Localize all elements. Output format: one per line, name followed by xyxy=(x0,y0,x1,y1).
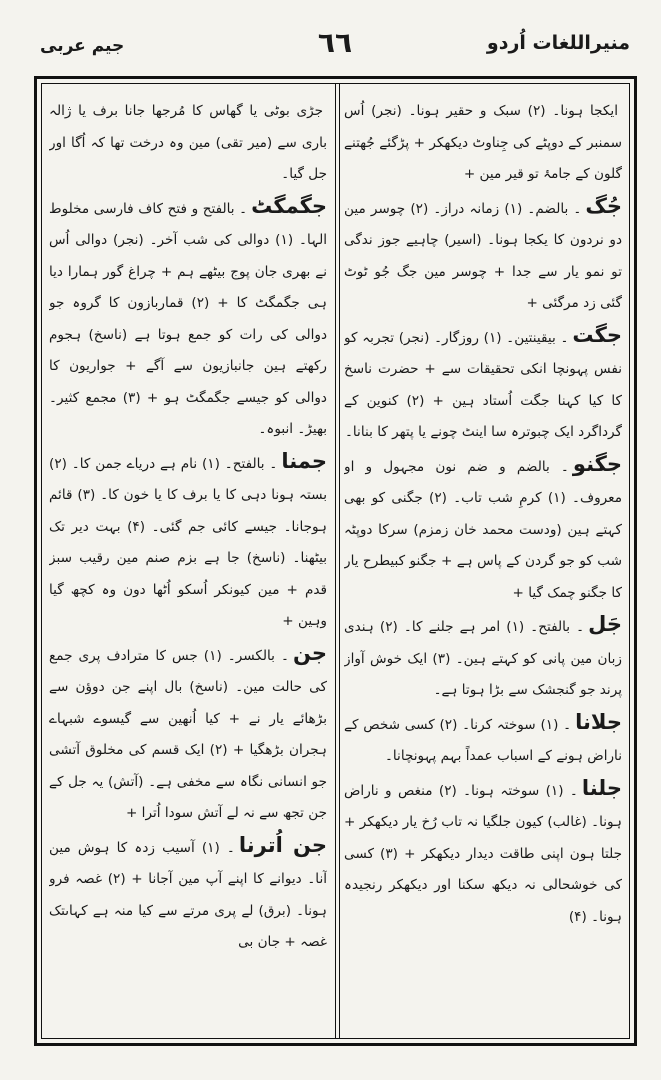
entry-text: ۔ (۱) سوختہ ہونا۔ (۲) منغص و ناراض ہونا۔ (غالب) کیون جلگیا نہ تاب رُخ یار دیکھکر + جلتا ہون اپنی طاقت دیدار دیکھکر + (۳) کسی کی خوشحالی نہ دیکھ سکنا اور دیکھکر رنجیدہ ہونا۔ (۴) xyxy=(344,782,622,925)
dictionary-entry xyxy=(344,707,622,773)
headword: جلنا xyxy=(581,775,622,800)
dictionary-entry xyxy=(49,830,327,959)
left-column xyxy=(49,93,327,1033)
headword xyxy=(618,96,622,120)
headword: جَل xyxy=(588,612,622,636)
entry-text: ۔ (۱) سوختہ کرنا۔ (۲) کسی شخص کے ناراض ہونے کے اسباب عمداً بہم پہونچانا۔ xyxy=(344,716,622,764)
page-number: ٦٦ xyxy=(317,26,353,59)
dictionary-entry xyxy=(49,191,327,446)
entry-text: ایکجا ہونا۔ (۲) سبک و حقیر ہونا۔ (نجر) اُس سمنبر کے دوپٹے کی جِناوٹ دیکھکر + پڑگئے جُھتنے گلون کے جامۂ تو قیر مین + xyxy=(344,103,622,182)
right-column xyxy=(344,93,622,1033)
dictionary-entry xyxy=(49,93,327,191)
dictionary-entry xyxy=(344,449,622,610)
column-divider xyxy=(335,83,340,1039)
dictionary-entry xyxy=(344,320,622,449)
dictionary-entry xyxy=(344,191,622,320)
headword xyxy=(323,96,327,120)
entry-text: ۔ بالفتح۔ (۱) نام ہے دریاے جمن کا۔ (۲) بستہ ہونا دہی کا یا برف کا یا خون کا۔ (۳) قائم ہوجانا۔ جیسے کائی جم گئی۔ (۴) بہت دیر تک بیٹھنا۔ (ناسخ) جا ہے بزم صنم مین رقیب سبز قدم + مین کیونکر اُسکو اُٹھا دون وہ کچھ گیا وہین + xyxy=(49,455,327,629)
headword: جگمگٹ xyxy=(251,193,327,218)
headword: جن اُترنا xyxy=(238,832,327,857)
entry-text: ۔ بالفتح۔ (۱) امر ہے جلنے کا۔ (۲) ہندی زبان مین پانی کو کہتے ہین۔ (۳) ایک خوش آواز پرند جو گنجشک سے بڑا ہوتا ہے۔ xyxy=(344,619,622,698)
headword: جن xyxy=(292,640,327,665)
entry-text: ۔ (۱) آسیب زدہ کا ہوش مین آنا۔ دیوانے کا اپنے آپ مین آجانا + (۲) غصہ فرو ہونا۔ (برق) لے پری مرتے سے کیا منہ ہے کہاںتک غصہ + جان بی xyxy=(49,839,327,950)
dictionary-entry xyxy=(344,773,622,934)
headword: جلانا xyxy=(575,709,622,734)
dictionary-entry xyxy=(49,638,327,830)
dictionary-entry xyxy=(344,93,622,191)
entry-text: جڑی بوٹی یا گھاس کا مُرجھا جانا برف یا ژالہ باری سے (میر تقی) مین وہ درخت تھا کہ اُگا اور جل گیا۔ xyxy=(49,103,327,182)
entry-text: ۔ بالضم و ضم نون مجہول و او معروف۔ (۱) کرمِ شب تاب۔ (۲) جگنی کو بھی کہتے ہین (ودست محمد خان زمزم) سرکا دوپٹہ شب کو جو گردن کے پاس ہے + جگنو کبیطرح یار کا جگنو چمک گیا + xyxy=(344,458,622,601)
page-header xyxy=(40,22,630,66)
headword: جگنو xyxy=(572,451,622,476)
entry-text: ۔ بیقینتین۔ (۱) روزگار۔ (نجر) تجربہ کو نفس پہونچا انکی تحقیقات سے + حضرت ناسخ کا کیا کہنا جگت اُستاد ہین + (۲) کنوین کے گرداگرد ایک چبوترہ سا اینٹ چونے یا پتھر کا بنانا۔ xyxy=(344,329,622,440)
section-label: جیم عربی xyxy=(40,36,125,56)
dictionary-entry xyxy=(344,609,622,707)
headword: جُگ xyxy=(585,193,622,218)
book-title: منیراللغات اُردو xyxy=(486,32,630,54)
headword: جمنا xyxy=(281,448,327,473)
dictionary-entry xyxy=(49,446,327,638)
entry-text: ۔ بالکسر۔ (۱) جس کا مترادف پری جمع کی حالت مین۔ (ناسخ) بال اپنے جن دوؤن سے بڑھائے یار نے + کیا اُنھین سے گیسوے شبہاے ہجران بڑھگیا + (۲) ایک قسم کی مخلوق آتشی جو انسانی نگاہ سے مخفی ہے۔ (آتش) یہ جل کے جن تجھ سے نہ لے آتش سودا اُترا + xyxy=(49,647,327,821)
entry-text: ۔ بالفتح و فتح کاف فارسی مخلوط الہا۔ (۱) دوالی کی شب آخر۔ (نجر) دوالی اُس نے بھری جان پوج بیٹھے ہم + چراغ گور ہمارا دیا ہی جگمگٹ کا + (۲) قماربازون کا گروہ جو دوالی کی رات کو جمع ہوتا ہے (ناسخ) ہجوم رکھتے ہین جانبازیون سے آگے + جواریون کا دوالی کو جیسے جگمگٹ ہو + (۳) مجمع کثیر۔ بھیڑ۔ انبوہ۔ xyxy=(49,200,327,437)
page-frame xyxy=(34,76,637,1046)
headword: جگت xyxy=(572,322,622,347)
entry-text: ۔ بالضم۔ (۱) زمانہ دراز۔ (۲) چوسر مین دو نردون کا یکجا ہونا۔ (اسیر) چاہیے جوز ندگی تو نمو یار سے جدا + چوسر مین جگ جُو ٹوٹ گئی زد مرگئی + xyxy=(344,200,622,311)
